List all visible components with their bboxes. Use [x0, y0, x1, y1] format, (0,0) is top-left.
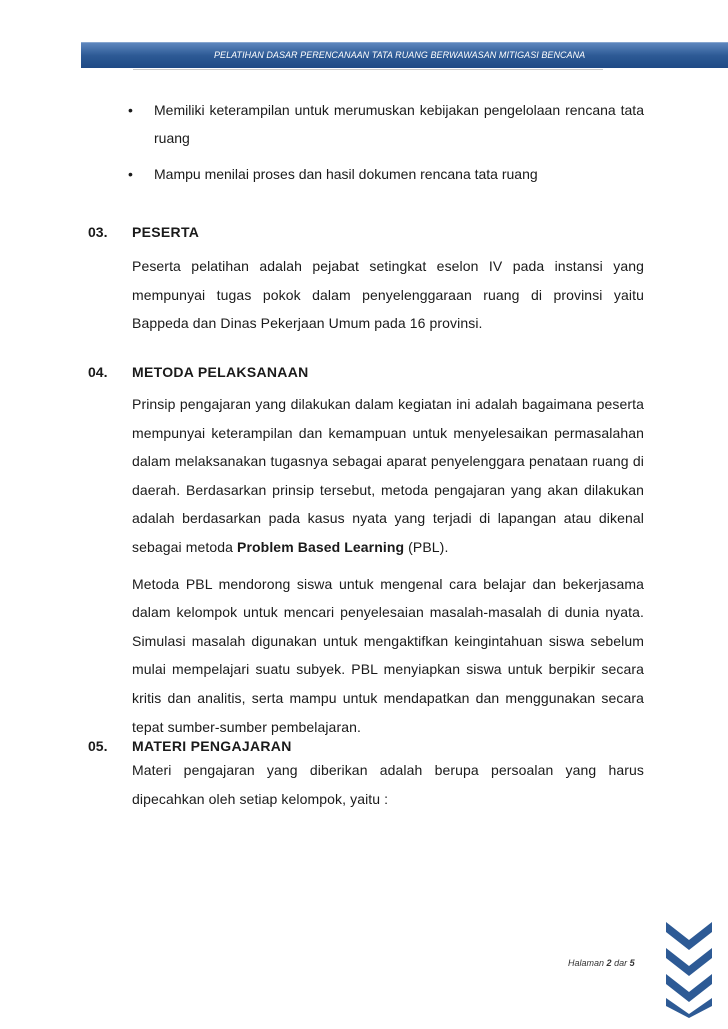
chevron-down-icon	[664, 918, 714, 1018]
section-body	[132, 756, 644, 813]
list-item	[128, 160, 644, 188]
header-bar	[81, 42, 728, 68]
paragraph	[132, 390, 644, 562]
page-total: 5	[629, 958, 635, 968]
bullet-symbol: •	[128, 166, 133, 182]
section-number: 03.	[88, 224, 108, 240]
of-label: dar	[614, 958, 628, 968]
bullet-list	[128, 96, 644, 188]
section-number: 05.	[88, 738, 108, 754]
section-number: 04.	[88, 364, 108, 380]
list-item-text: Mampu menilai proses dan hasil dokumen rencana tata ruang	[154, 166, 538, 182]
page-number	[568, 958, 635, 968]
page-current: 2	[606, 958, 612, 968]
emphasis-text: Problem Based Learning	[237, 538, 405, 555]
section-body	[132, 390, 644, 741]
paragraph-text: Prinsip pengajaran yang dilakukan dalam kegiatan ini adalah bagaimana peserta mempunyai keterampilan dan kemampuan untuk menyelesaikan permasalahan dalam melaksanakan tugasnya sebagai aparat penyelenggara penataan ruang di daerah. Berdasarkan prinsip tersebut, metoda pengajaran yang akan dilakukan adalah berdasarkan pada kasus nyata yang terjadi di lapangan atau dikenal sebagai metoda	[132, 396, 644, 555]
bullet-symbol: •	[128, 102, 133, 118]
paragraph: Materi pengajaran yang diberikan adalah berupa persoalan yang harus dipecahkan oleh setiap kelompok, yaitu :	[132, 762, 644, 807]
page-label: Halaman	[568, 958, 605, 968]
paragraph: Metoda PBL mendorong siswa untuk mengenal cara belajar dan bekerjasama dalam kelompok untuk mencari penyelesaian masalah-masalah di dunia nyata. Simulasi masalah digunakan untuk mengaktifkan keingintahuan siswa sebelum mulai mempelajari suatu subyek. PBL menyiapkan siswa untuk berpikir secara kritis dan analitis, serta mampu untuk mendapatkan dan menggunakan secara tepat sumber-sumber pembelajaran.	[132, 575, 644, 735]
section-title: MATERI PENGAJARAN	[132, 738, 292, 754]
list-item	[128, 96, 644, 152]
section-title: PESERTA	[132, 224, 200, 240]
section-title: METODA PELAKSANAAN	[132, 364, 309, 380]
list-item-text: Memiliki keterampilan untuk merumuskan kebijakan pengelolaan rencana tata ruang	[154, 102, 644, 146]
paragraph-text: (PBL).	[404, 538, 449, 555]
header-divider	[133, 69, 603, 70]
section-body	[132, 252, 644, 338]
paragraph: Peserta pelatihan adalah pejabat setingkat eselon IV pada instansi yang mempunyai tugas pokok dalam penyelenggaraan ruang di provinsi yaitu Bappeda dan Dinas Pekerjaan Umum pada 16 provinsi.	[132, 258, 644, 332]
header-title: PELATIHAN DASAR PERENCANAAN TATA RUANG BERWAWASAN MITIGASI BENCANA	[214, 50, 586, 60]
